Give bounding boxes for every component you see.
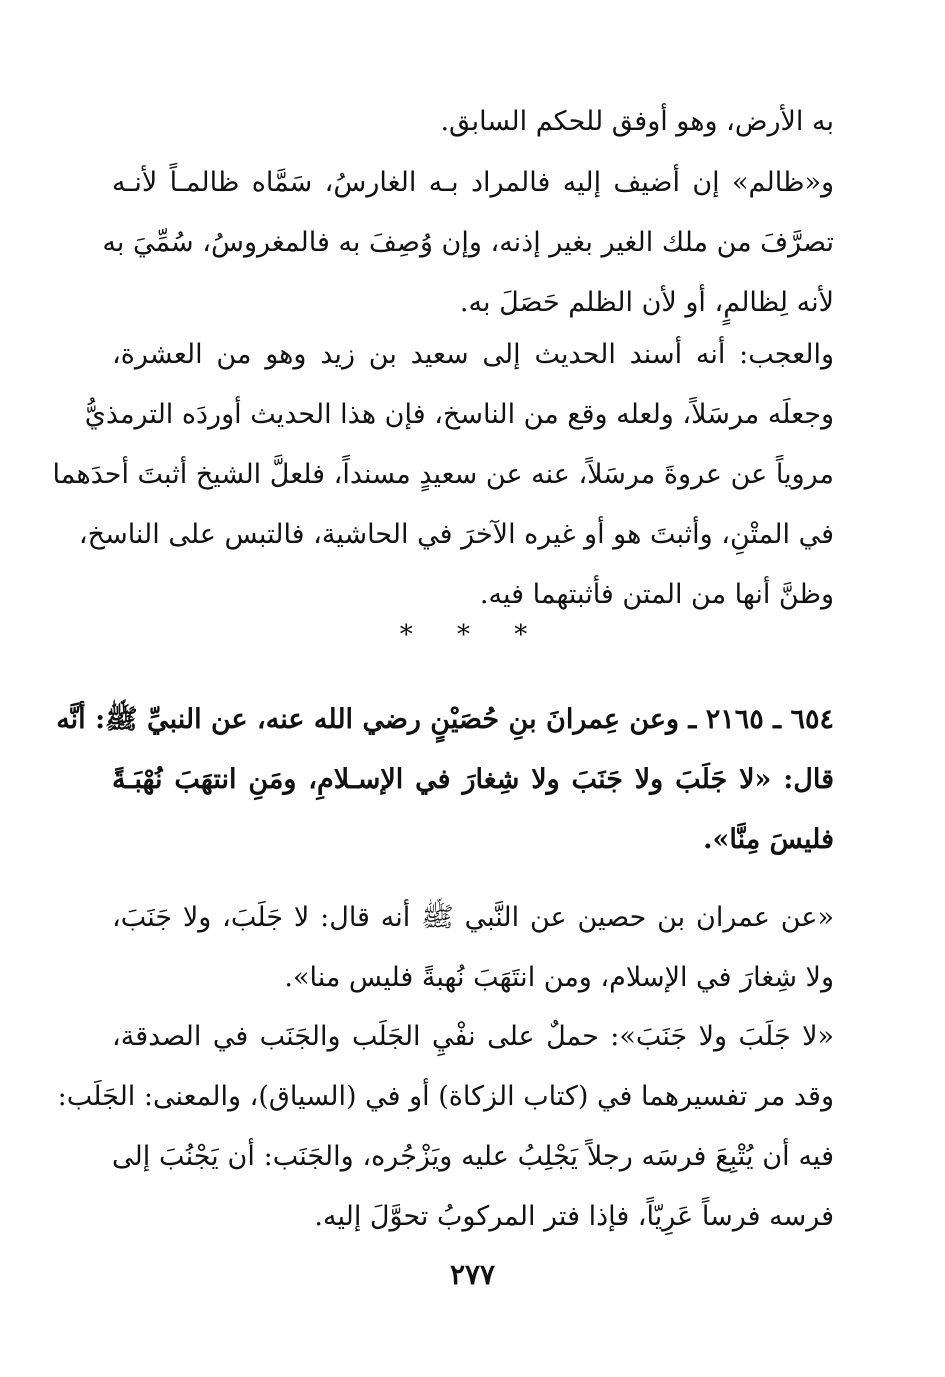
text-line: فليسَ مِنَّا». [703,824,834,855]
paragraph-ajab [52,325,834,625]
text-line: والعجب: أنه أسند الحديث إلى سعيد بن زيد وهو من العشرة، [112,339,834,370]
text-line: لأنه لِظالمٍ، أو لأن الظلم حَصَلَ به. [459,287,834,318]
paragraph-intro [112,92,834,152]
text-line: ولا شِغارَ في الإسلام، ومن انتَهَبَ نُهبةً فليس منا». [284,962,834,993]
text-line: و«ظالم» إن أضيف إليه فالمراد بـه الغارسُ، سَمَّاه ظالمـاً لأنـه [112,167,834,198]
section-separator: * * * [399,620,546,650]
text-line: وجعلَه مرسَلاً، ولعله وقع من الناسخ، فإن هذا الحديث أوردَه الترمذيُّ [84,399,834,430]
text-line: «لا جَلَبَ ولا جَنَبَ»: حملٌ على نفْيِ الجَلَب والجَنَب في الصدقة، [112,1021,834,1052]
text-line: قال: «لا جَلَبَ ولا جَنَبَ ولا شِغارَ في الإسـلامِ، ومَنِ انتهَبَ نُهْبَـةً [112,764,834,795]
text-line: تصرَّفَ من ملك الغير بغير إذنه، وإن وُصِفَ به فالمغروسُ، سُمِّيَ به [102,227,834,258]
text-line: به الأرض، وهو أوفق للحكم السابق. [440,106,834,137]
hadith-text [56,690,834,870]
text-line: في المتْنِ، وأثبتَ هو أو غيره الآخرَ في الحاشية، فالتبس على الناسخ، [78,519,834,550]
text-line: «عن عمران بن حصين عن النَّبي ﷺ أنه قال: لا جَلَبَ، ولا جَنَبَ، [112,902,834,933]
text-line: فرسه فرساً عَرِيّاً، فإذا فتر المركوبُ تحوَّلَ إليه. [314,1201,834,1232]
commentary-quote [112,888,834,1008]
text-line: وظنَّ أنها من المتن فأثبتهما فيه. [479,579,834,610]
text-line: وقد مر تفسيرهما في (كتاب الزكاة) أو في (السياق)، والمعنى: الجَلَب: [57,1081,834,1112]
text-line: فيه أن يُتْبِعَ فرسَه رجلاً يَجْلِبُ عليه ويَزْجُره، والجَنَب: أن يَجْنُبَ إلى [112,1141,834,1172]
text-line: مروياً عن عروةَ مرسَلاً، عنه عن سعيدٍ مسنداً، فلعلَّ الشيخ أثبتَ أحدَهما [52,459,834,490]
paragraph-zalim [102,153,834,333]
text-line: ٦٥٤ ـ ٢١٦٥ ـ وعن عِمرانَ بنِ حُصَيْنٍ رضي الله عنه، عن النبيِّ ﷺ: أنَّه [56,704,834,735]
page-number: ٢٧٧ [449,1258,496,1291]
commentary-explanation [57,1007,834,1247]
